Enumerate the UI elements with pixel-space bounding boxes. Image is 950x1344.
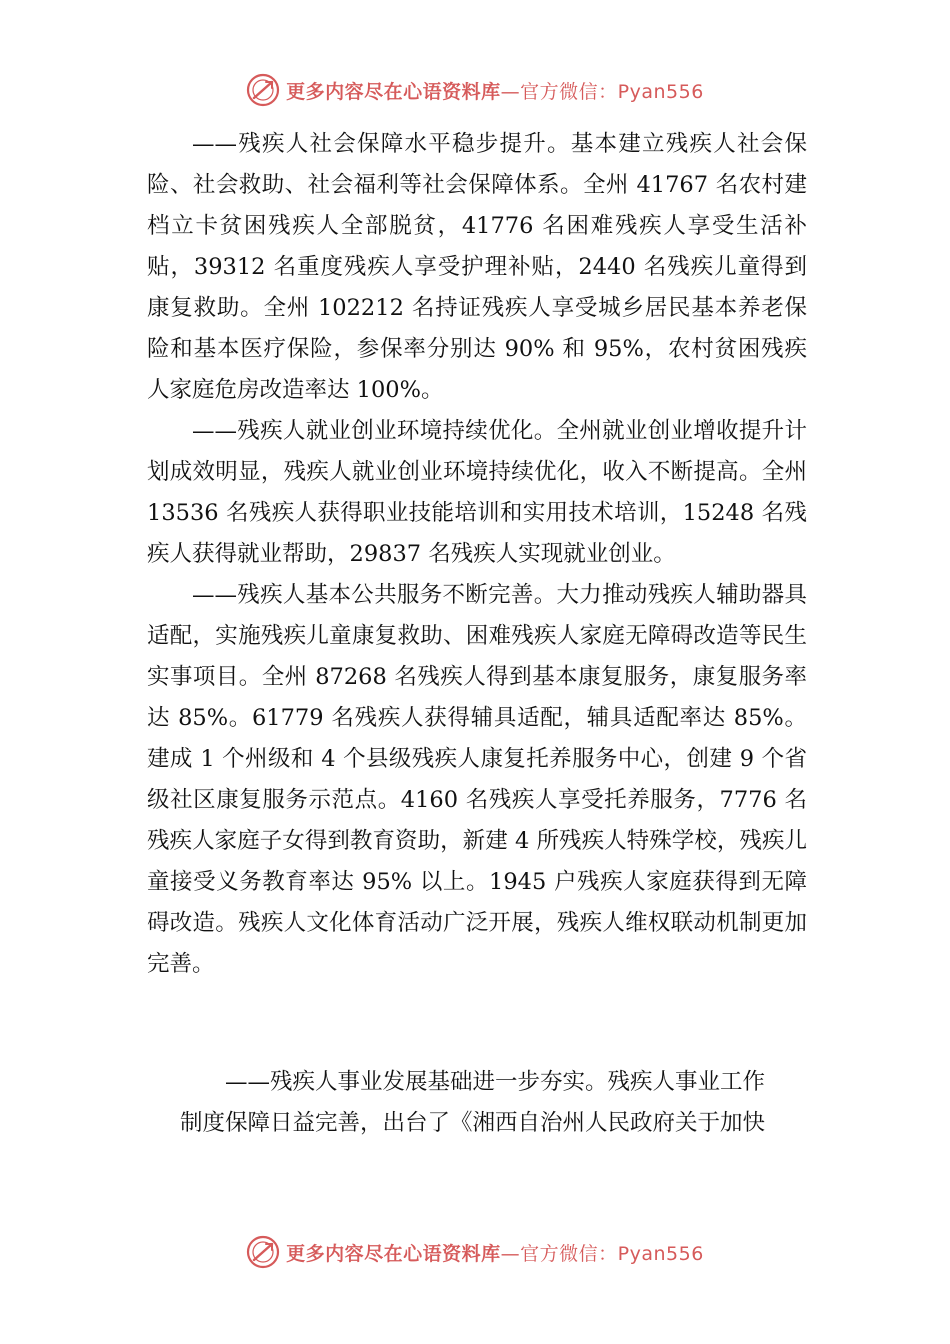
watermark-text (286, 1239, 704, 1266)
paragraph-social-security: ——残疾人社会保障水平稳步提升。基本建立残疾人社会保险、社会救助、社会福利等社会保障体系。全州 41767 名农村建档立卡贫困残疾人全部脱贫，41776 名困难残疾人享受生活补贴，39312 名重度残疾人享受护理补贴，2440 名残疾儿童得到康复救助。全州 102212 名持证残疾人享受城乡居民基本养老保险和基本医疗保险，参保率分别达 90% 和 95%，农村贫困残疾人家庭危房改造率达 100%。 (147, 131, 807, 403)
watermark-separator: — (500, 80, 521, 103)
tail-line-1: ——残疾人事业发展基础进一步夯实。残疾人事业工作 (225, 1069, 766, 1095)
document-body (147, 124, 807, 985)
watermark-suffix: 官方微信：Pyan556 (520, 1242, 704, 1265)
tail-line-2: 制度保障日益完善，出台了《湘西自治州人民政府关于加快 (180, 1110, 766, 1136)
watermark-separator: — (500, 1242, 521, 1265)
footer-watermark (0, 1232, 950, 1272)
header-watermark (0, 70, 950, 110)
brand-logo-icon (246, 1235, 280, 1269)
watermark-brand: 更多内容尽在心语资料库 (286, 80, 501, 103)
paragraph-employment: ——残疾人就业创业环境持续优化。全州就业创业增收提升计划成效明显，残疾人就业创业环境持续优化，收入不断提高。全州 13536 名残疾人获得职业技能培训和实用技术培训，15248 名残疾人获得就业帮助，29837 名残疾人实现就业创业。 (147, 418, 807, 567)
paragraph-public-services: ——残疾人基本公共服务不断完善。大力推动残疾人辅助器具适配，实施残疾儿童康复救助、困难残疾人家庭无障碍改造等民生实事项目。全州 87268 名残疾人得到基本康复服务，康复服务率达 85%。61779 名残疾人获得辅具适配，辅具适配率达 85%。建成 1 个州级和 4 个县级残疾人康复托养服务中心，创建 9 个省级社区康复服务示范点。4160 名残疾人享受托养服务，7776 名残疾人家庭子女得到教育资助，新建 4 所残疾人特殊学校，残疾儿童接受义务教育率达 95% 以上。1945 户残疾人家庭获得到无障碍改造。残疾人文化体育活动广泛开展，残疾人维权联动机制更加完善。 (147, 582, 807, 977)
watermark-suffix: 官方微信：Pyan556 (520, 80, 704, 103)
paragraph-foundation (180, 1062, 807, 1144)
watermark-text (286, 77, 704, 104)
watermark-brand: 更多内容尽在心语资料库 (286, 1242, 501, 1265)
brand-logo-icon (246, 73, 280, 107)
